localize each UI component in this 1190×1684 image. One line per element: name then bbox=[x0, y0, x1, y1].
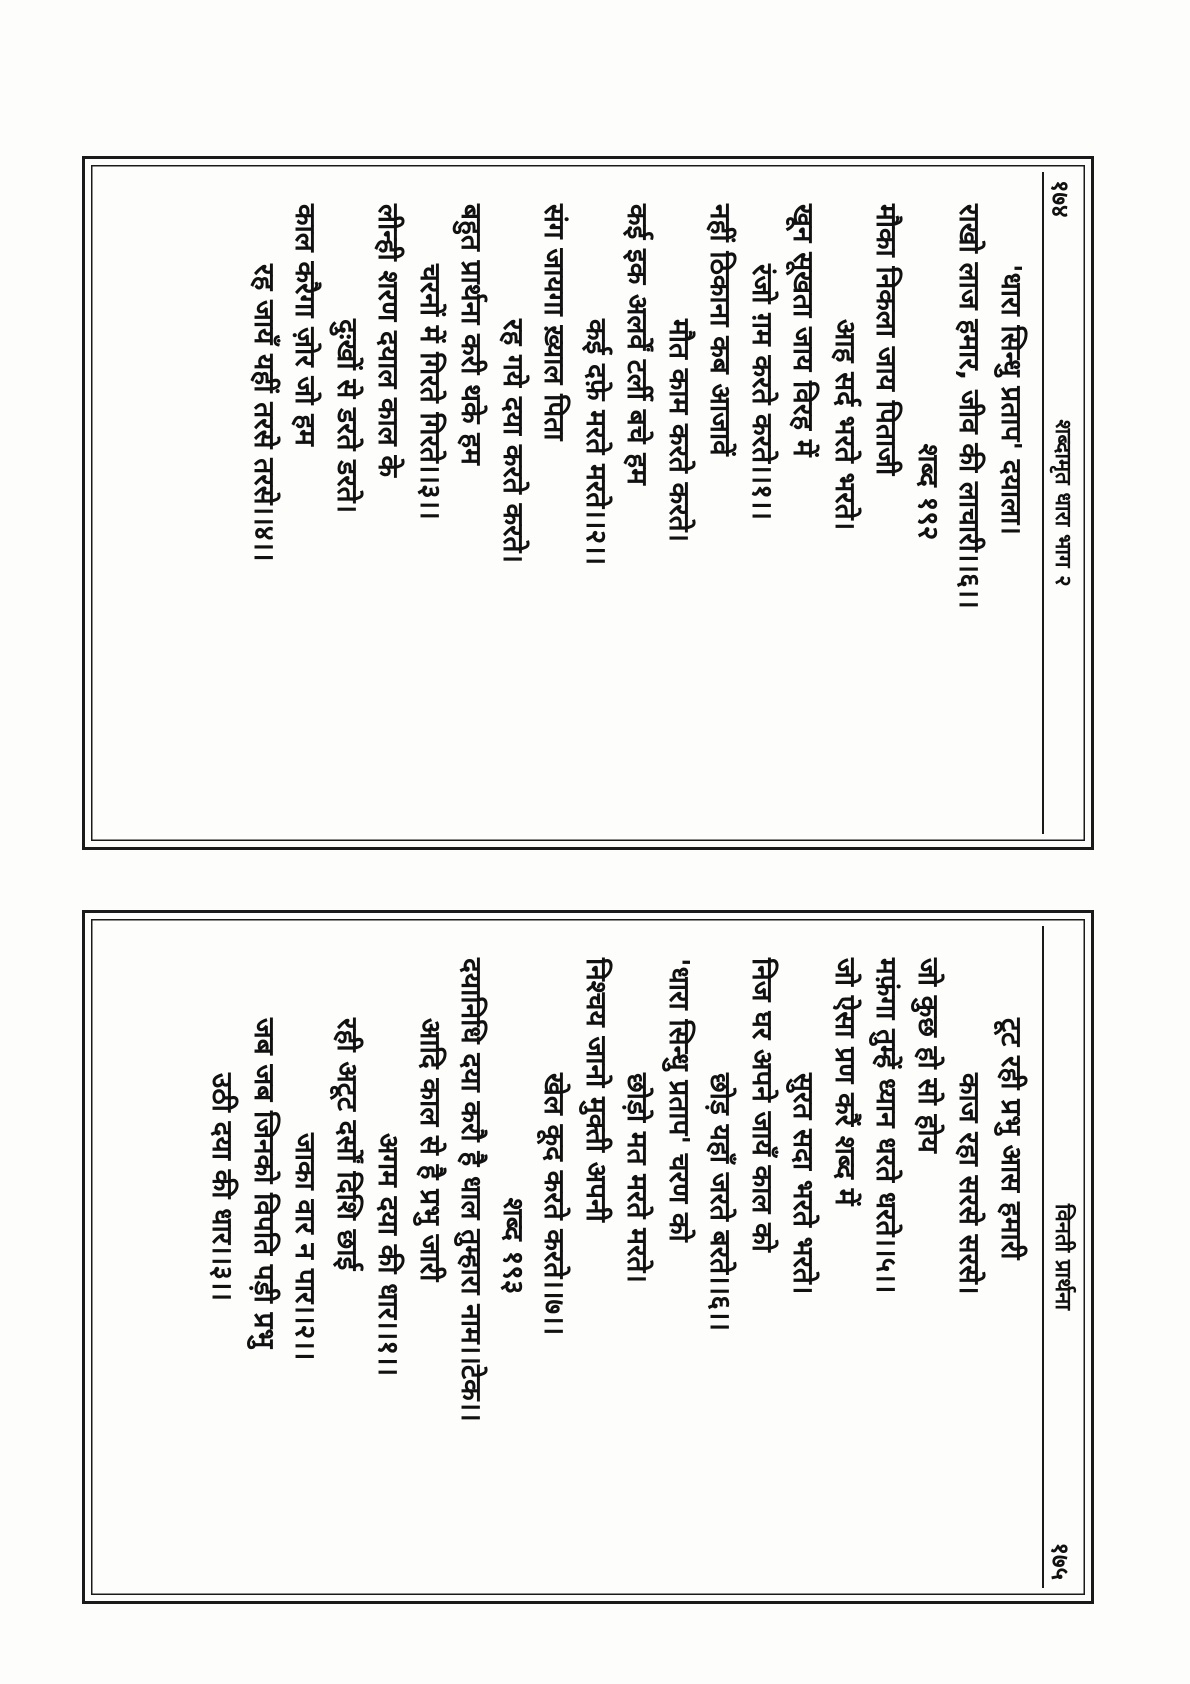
verse-line: दयानिधि दया करौ है धाल तुम्हारा नाम।।टेक।। bbox=[455, 958, 489, 1422]
verse-line: रही अटूट दर्सों दिशि छाई bbox=[331, 1018, 364, 1271]
page-number: १७५ bbox=[1046, 1542, 1074, 1580]
verse-line: दुःखों से डरते डरते। bbox=[331, 319, 364, 514]
verse-line: निश्चय जानो मुक्ती अपनी bbox=[580, 958, 613, 1222]
verse-line: चरनों में गिरते गिरते।।३।। bbox=[414, 264, 447, 520]
verse-line: बहुत प्रार्थना करी थके हम bbox=[455, 204, 489, 465]
verse-line: कई इक अलर्वें टर्ली बचे हम bbox=[621, 204, 655, 485]
verse-line: छोड़ो मत मरते मरते। bbox=[621, 1073, 655, 1283]
verse-line: निज घर अपने जायँ काल को bbox=[746, 958, 779, 1252]
left-book-page bbox=[82, 156, 1094, 850]
page-header bbox=[1042, 926, 1084, 1588]
verse-line: टूट रही प्रभु आस हमारी bbox=[995, 1018, 1028, 1260]
verse-line: मौका निकला जाय पिताजी bbox=[870, 204, 904, 476]
verse-line: राखो लाज हमार, जीव की लाचारी।।६।। bbox=[953, 204, 987, 609]
verse-line: जाका वार न पार।।२।। bbox=[289, 1133, 323, 1361]
verse-line: रह जायँ यहीं तरसे तरसे।।४।। bbox=[248, 264, 281, 562]
page-number: १७४ bbox=[1046, 180, 1074, 218]
verse-line: सुरत सदा भरते भरते। bbox=[787, 1073, 821, 1295]
verse-line: 'धारा सिन्धु प्रताप' दयाला। bbox=[995, 264, 1028, 535]
verse-body bbox=[244, 204, 1033, 820]
verse-line: कई दफ़े मरते मरते।।२।। bbox=[580, 319, 613, 566]
verse-line: अगम दया की धार।।१।। bbox=[372, 1133, 406, 1377]
verse-line: रह गये दया करते करते। bbox=[497, 319, 530, 564]
page-header bbox=[1042, 172, 1084, 834]
verse-line: शब्द १९२ bbox=[912, 443, 945, 541]
verse-line: खून सूखता जाय विरह में bbox=[787, 204, 821, 457]
running-header: शब्दामृत धारा भाग २ bbox=[1050, 419, 1075, 587]
verse-line: काल करैगा ज़ोर जो हम bbox=[289, 204, 323, 446]
verse-line: शब्द १९३ bbox=[497, 1197, 530, 1295]
verse-line: छोड़ यहाँ जरते बरते।।६।। bbox=[704, 1073, 738, 1332]
verse-line: 'धारा सिन्धु प्रताप' चरण को bbox=[663, 958, 696, 1242]
verse-line: मफ़ंगा तुम्हें ध्यान धरते धरते।।५।। bbox=[870, 958, 904, 1294]
verse-line: आदि काल से है प्रभु जारी bbox=[414, 1018, 447, 1282]
right-book-page bbox=[82, 910, 1094, 1604]
running-header: विनती प्रार्थना bbox=[1050, 1203, 1075, 1311]
verse-line: नहीं ठिकाना कब आजावें bbox=[704, 204, 738, 456]
verse-line: संग जायगा ख़्याल पिता bbox=[538, 204, 572, 441]
verse-line: जो कुछ हो सो होय bbox=[912, 958, 945, 1153]
verse-line: जब जब जिनको विपति पड़ी प्रभु bbox=[248, 1018, 281, 1349]
verse-line: रंजो ग़म करते करते।।१।। bbox=[746, 264, 779, 521]
verse-line: आह सर्द भरते भरते। bbox=[829, 319, 862, 531]
verse-body bbox=[202, 958, 1032, 1574]
verse-line: लीन्ही शरण दयाल काल के bbox=[372, 204, 406, 478]
verse-line: काज रहा सरसे सरसे। bbox=[953, 1073, 987, 1295]
verse-line: जो ऐसा प्रण करैं शब्द में bbox=[829, 958, 862, 1206]
verse-line: मौत काम करते करते। bbox=[663, 319, 696, 543]
verse-line: खेल कूद करते करते।।७।। bbox=[538, 1073, 572, 1336]
verse-line: उठी दया की धार।।३।। bbox=[206, 1073, 240, 1302]
